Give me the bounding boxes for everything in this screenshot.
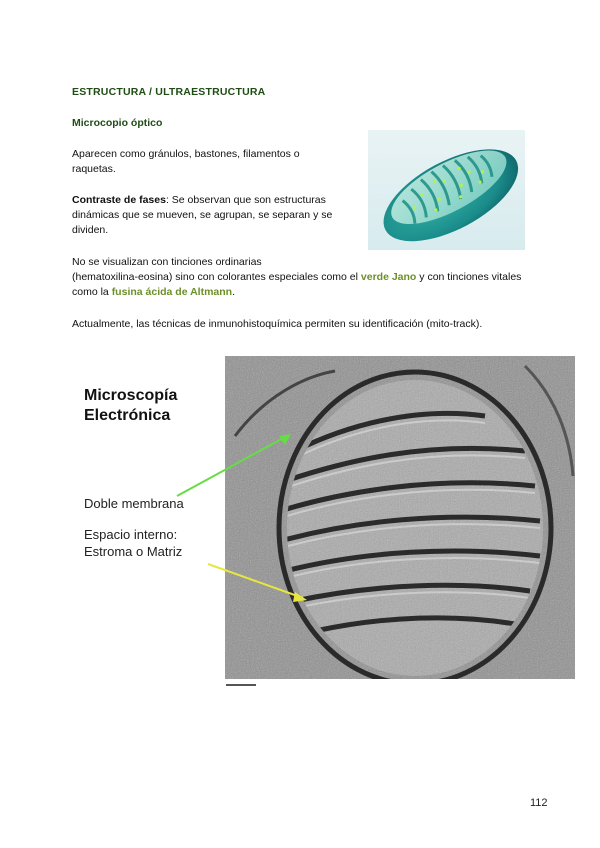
phase-contrast-term: Contraste de fases [72, 194, 166, 206]
staining-line1: No se visualizan con tinciones ordinarias [72, 256, 262, 268]
page-number: 112 [530, 797, 548, 809]
paragraph-phase-contrast [72, 193, 354, 238]
paragraph-staining [72, 255, 542, 300]
annotation-arrows [65, 356, 575, 679]
electron-microscopy-figure [65, 356, 575, 679]
staining-text-b: y con tinciones vitales como la [72, 271, 522, 298]
label-double-membrane: Doble membrana [84, 496, 184, 511]
em-title-line1: Microscopía [84, 387, 178, 404]
arrow-yellow [208, 564, 303, 598]
mitochondrion-3d-illustration [368, 130, 525, 250]
arrow-green [177, 436, 287, 496]
scale-bar [226, 684, 256, 686]
phase-contrast-text: : Se observan que son estructuras dinámicas que se mueven, se agrupan, se separan y se dividen. [72, 194, 333, 236]
stain-verde-jano: verde Jano [360, 271, 417, 283]
arrow-yellow-head [293, 592, 307, 602]
subsection-heading: Microcopio óptico [72, 117, 163, 129]
section-heading: ESTRUCTURA / ULTRAESTRUCTURA [72, 86, 266, 98]
paragraph-immunohistochemistry: Actualmente, las técnicas de inmunohistoquímica permiten su identificación (mito-track). [72, 318, 483, 330]
label-inner-space-line1: Espacio interno: [84, 527, 178, 542]
staining-text-end: . [232, 286, 235, 298]
stain-fusina-acida: fusina ácida de Altmann [111, 286, 233, 298]
staining-text-a: (hematoxilina-eosina) sino con colorantes especiales como el [72, 271, 361, 283]
em-title-line2: Electrónica [84, 407, 171, 424]
paragraph-forms: Aparecen como gránulos, bastones, filamentos o raquetas. [72, 148, 300, 175]
label-inner-space-line2: Estroma o Matriz [84, 544, 183, 559]
